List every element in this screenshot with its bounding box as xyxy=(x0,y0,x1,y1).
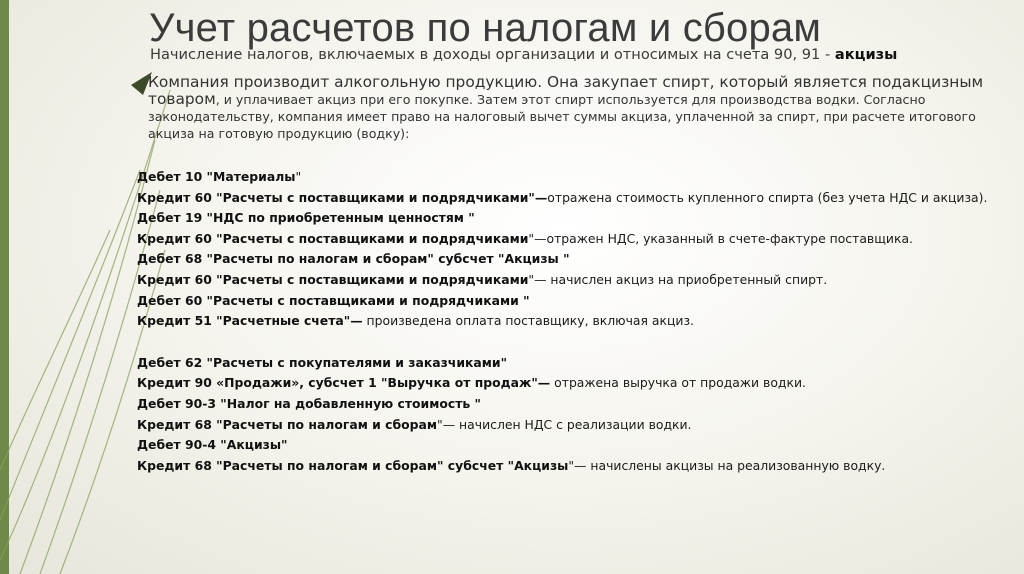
entry-row: Дебет 90-4 "Акцизы" xyxy=(137,437,288,453)
entry-row: Дебет 10 "Материалы" xyxy=(137,169,302,184)
entry-row: Дебет 60 "Расчеты с поставщиками и подрядчиками " xyxy=(137,292,530,308)
spacer xyxy=(137,332,1022,353)
entry-row: Дебет 19 "НДС по приобретенным ценностям " xyxy=(137,210,475,226)
entry-row: Кредит 60 "Расчеты с поставщиками и подрядчиками"—отражен НДС, указанный в счете-фактуре поставщика. xyxy=(137,230,913,246)
journal-entries xyxy=(137,167,1022,476)
entry-row: Дебет 68 "Расчеты по налогам и сборам" субсчет "Акцизы " xyxy=(137,251,570,267)
entry-row: Дебет 62 "Расчеты с покупателями и заказчиками" xyxy=(137,354,508,370)
entry-row: Кредит 60 "Расчеты с поставщиками и подрядчиками"—отражена стоимость купленного спирта (без учета НДС и акциза). xyxy=(137,189,988,205)
page-title: Учет расчетов по налогам и сборам xyxy=(149,6,822,50)
intro-line-1: Компания производит алкогольную продукцию. Она закупает спирт, который является подакцизным xyxy=(148,73,984,91)
entry-row: Кредит 60 "Расчеты с поставщиками и подрядчиками"— начислен акциз на приобретенный спирт. xyxy=(137,271,828,287)
entry-row: Кредит 68 "Расчеты по налогам и сборам" субсчет "Акцизы"— начислены акцизы на реализованную водку. xyxy=(137,457,886,473)
entry-row: Дебет 90-3 "Налог на добавленную стоимость " xyxy=(137,395,482,411)
intro-paragraph xyxy=(148,73,1016,142)
intro-body: товаром, и уплачивает акциз при его покупке. Затем этот спирт используется для производства водки. Согласно законодательству, компания имеет право на налоговый вычет суммы акциза, уплаченной за спирт, при расчете итогового акциза на готовую продукцию (водку): xyxy=(148,90,976,141)
entry-row: Кредит 68 "Расчеты по налогам и сборам"— начислен НДС с реализации водки. xyxy=(137,416,692,432)
subtitle: Начисление налогов, включаемых в доходы организации и относимых на счета 90, 91 - акцизы xyxy=(150,46,898,63)
entry-row: Кредит 51 "Расчетные счета"— произведена оплата поставщику, включая акциз. xyxy=(137,313,694,329)
entry-row: Кредит 90 «Продажи», субсчет 1 "Выручка от продаж"— отражена выручка от продажи водки. xyxy=(137,375,806,391)
